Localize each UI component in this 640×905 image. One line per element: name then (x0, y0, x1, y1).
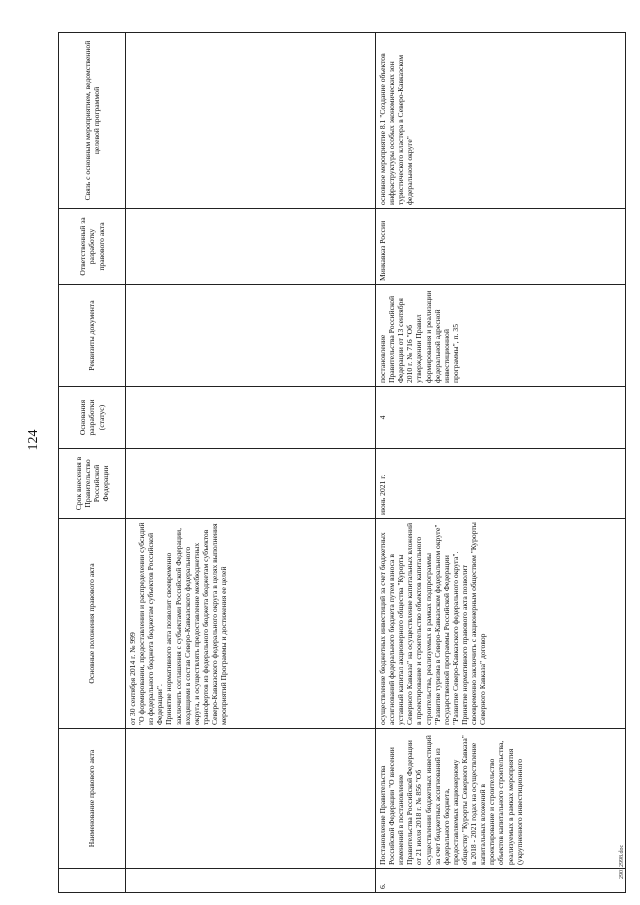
table-row (376, 33, 626, 893)
footer-doc-id: 29012998.doc (619, 844, 625, 879)
row-responsible: Минкавказ России (376, 209, 626, 285)
header-responsible: Ответственный за разработку правового акта (59, 209, 126, 285)
header-provisions: Основные положения правового акта (59, 519, 126, 729)
cont-act-name (126, 729, 376, 869)
table-header-row (59, 33, 126, 893)
cont-link (126, 33, 376, 209)
row-details: постановление Правительства Российской Федерации от 13 сентября 2010 г. № 716 "Об утверждении Правил формирования и реализации федеральной адресной инвестиционной программы", п. 35 (376, 285, 626, 387)
header-deadline: Срок внесения в Правительство Российской Федерации (59, 449, 126, 519)
page-number: 124 (26, 429, 41, 451)
legal-acts-table (58, 32, 626, 893)
table-row-continuation (126, 33, 376, 893)
row-act-name: Постановление Правительства Российской Федерации "О внесении изменений в постановление Правительства Российской Федерации от 21 июля 2018 г. № 856 "Об осуществлении бюджетных инвестиций за счет бюджетных ассигнований из федерального бюджета, предоставляемых акционерному обществу "Курорты Северного Кавказа" в 2018 - 2021 годах на осуществление капитальных вложений в проектирование и строительство объектов капитального строительства, реализуемых в рамках мероприятия (укрупненного инвестиционного (376, 729, 626, 869)
header-basis: Основания разработки (статус) (59, 387, 126, 449)
header-act-name: Наименование правового акта (59, 729, 126, 869)
header-details: Реквизиты документа (59, 285, 126, 387)
row-link: основное мероприятие 8.1 "Создание объектов инфраструктуры особых экономических зон туристического кластера в Северо-Кавказском федеральном округе" (376, 33, 626, 209)
header-number (59, 869, 126, 893)
cont-deadline (126, 449, 376, 519)
cont-basis (126, 387, 376, 449)
row-provisions: осуществление бюджетных инвестиций за счет бюджетных ассигнований федерального бюджета путем взноса в уставный капитал акционерного общества "Курорты Северного Кавказа" на осуществление капитальных вложений в проектирование и строительство объектов капитального строительства, реализуемых в рамках подпрограммы "Развитие туризма в Северо-Кавказском федеральном округе" государственной программы Российской Федерации "Развитие Северо-Кавказского федерального округа". Принятие нормативного правового акта позволит своевременно заключить с акционерным обществом "Курорты Северного Кавказа" договор (376, 519, 626, 729)
cont-responsible (126, 209, 376, 285)
cont-details (126, 285, 376, 387)
row-deadline: июнь 2021 г. (376, 449, 626, 519)
row-number: 6. (376, 869, 626, 893)
row-basis: 4 (376, 387, 626, 449)
cont-number (126, 869, 376, 893)
cont-provisions: от 30 сентября 2014 г. № 999 "О формировании, предоставлении и распределении субсидий из федерального бюджета бюджетам субъектов Российской Федерации". Принятие нормативного акта позволит своевременно заключить соглашения с субъектами Российской Федерации, входящими в состав Северо-Кавказского федерального округа, и осуществлять предоставление межбюджетных трансфертов из федерального бюджета бюджетам субъектов Северо-Кавказского федерального округа в целях выполнения мероприятий Программы и достижения ее целей (126, 519, 376, 729)
header-link: Связь с основным мероприятием, ведомственной целевой программой (59, 33, 126, 209)
